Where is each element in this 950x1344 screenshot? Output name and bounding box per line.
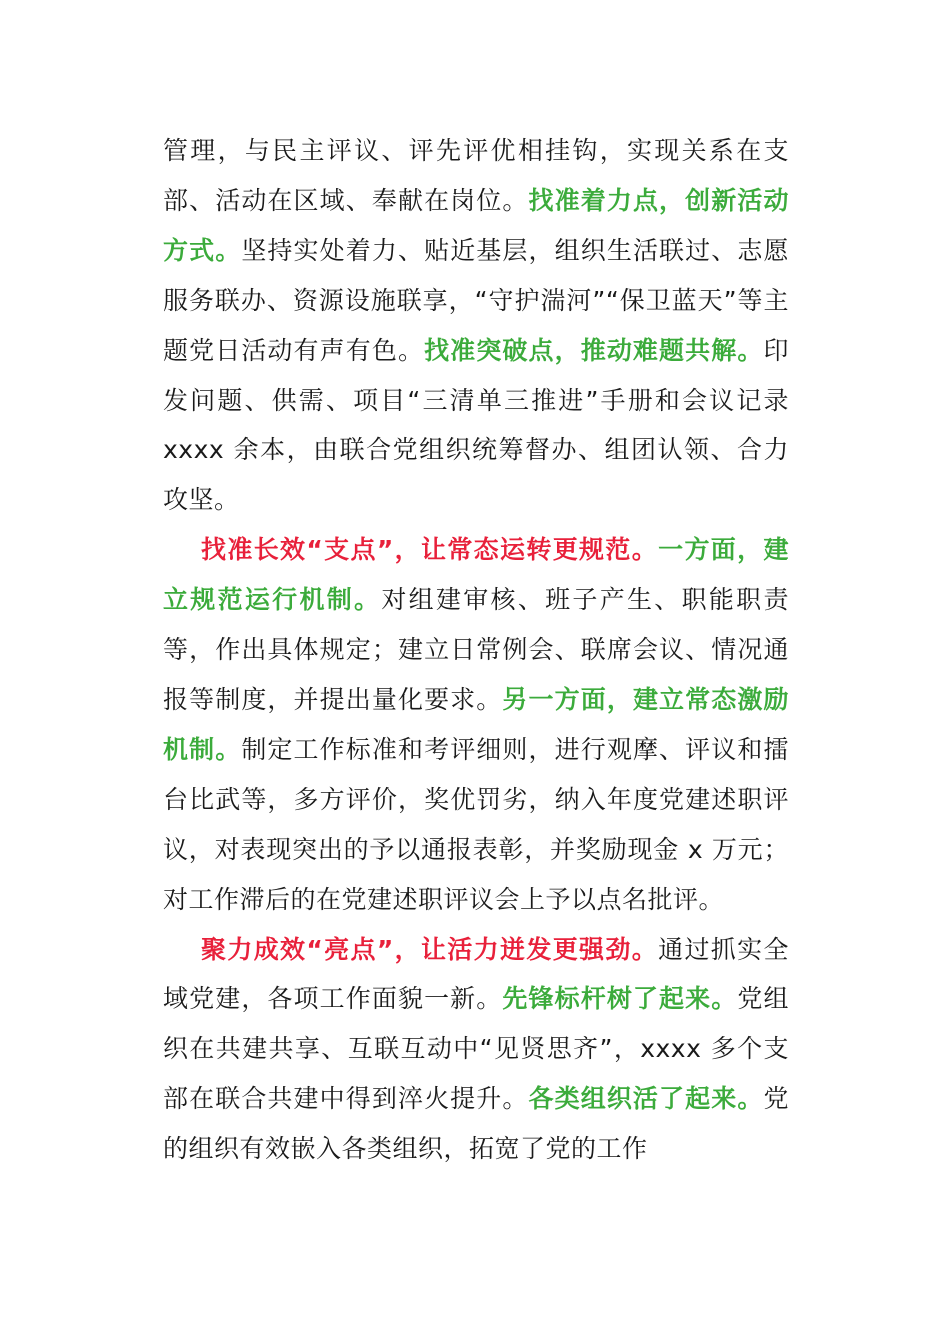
paragraph-3 <box>163 925 789 1175</box>
red-heading: 聚力成效“亮点”，让活力迸发更强劲。 <box>201 934 659 964</box>
paragraph-2 <box>163 525 789 924</box>
body-text: 管理，与民主评议、评先评优相挂钩，实现关系在支部、活动在区域、奉献在岗位。 <box>163 136 789 215</box>
body-text: 制定工作标准和考评细则，进行观摩、评议和擂台比武等，多方评价，奖优罚劣，纳入年度党建述职评议，对表现突出的予以通报表彰，并奖励现金 x 万元；对工作滞后的在党建述职评议会上予以点名批评。 <box>163 734 789 914</box>
green-subheading: 另一方面，建立常态激励机制。 <box>163 684 789 764</box>
body-text: 党的组织有效嵌入各类组织，拓宽了党的工作 <box>163 1084 789 1164</box>
body-text: 对组建审核、班子产生、职能职责等，作出具体规定；建立日常例会、联席会议、情况通报等制度，并提出量化要求。 <box>163 585 789 714</box>
body-text: 党组织在共建共享、互联互动中“见贤思齐”，xxxx 多个支部在联合共建中得到淬火提升。 <box>163 984 789 1114</box>
green-subheading: 找准突破点，推动难题共解。 <box>424 335 764 365</box>
green-subheading: 一方面，建立规范运行机制。 <box>163 535 789 615</box>
green-subheading: 找准着力点，创新活动方式。 <box>163 185 789 265</box>
body-text: 印发问题、供需、项目“三清单三推进”手册和会议记录 xxxx 余本，由联合党组织统筹督办、组团认领、合力攻坚。 <box>163 335 789 515</box>
green-subheading: 各类组织活了起来。 <box>528 1084 764 1114</box>
paragraph-1 <box>163 126 789 525</box>
red-heading: 找准长效“支点”，让常态运转更规范。 <box>201 535 659 565</box>
body-text: 通过抓实全域党建，各项工作面貌一新。 <box>163 934 789 1014</box>
green-subheading: 先锋标杆树了起来。 <box>502 984 738 1014</box>
body-text: 坚持实处着力、贴近基层，组织生活联过、志愿服务联办、资源设施联享，“守护湍河”“保卫蓝天”等主题党日活动有声有色。 <box>163 235 789 365</box>
document-page <box>163 126 789 1174</box>
